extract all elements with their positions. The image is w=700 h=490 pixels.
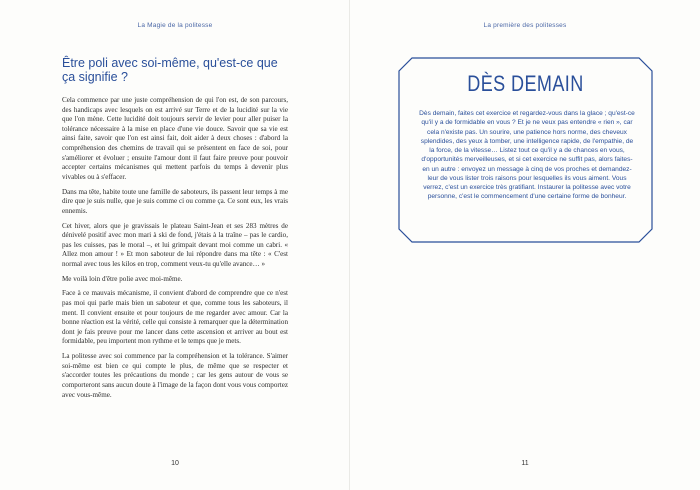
running-head-right: La première des politesses (483, 22, 567, 29)
tip-box-title: DÈS DEMAIN (467, 71, 584, 96)
paragraph: La politesse avec soi commence par la compréhension et la tolérance. S'aimer soi-même est bien ce qui compte le plus, de même que se respecter et s'accorder toutes les précautions du monde ; car les gens autour de vous se comporteront sans aucun doute à l'image de la façon dont vous vous comportez avec vous-même. (62, 352, 288, 399)
paragraph: Cela commence par une juste compréhension de qui l'on est, de son parcours, des handicaps avec lesquels on est arrivé sur Terre et de la lucidité sur la vie que l'on mène. Cette lucidité doit toujours servir de levier pour aller puiser la tolérance nécessaire à la mise en place d'une vie douce. Savoir que sa vie est ainsi faite, savoir que l'on est ainsi fait, doit aider à deux choses : d'abord la compréhension des chemins de travail qui se présentent en face de soi, pour s'améliorer et évoluer ; ensuite l'amour dont il faut faire preuve pour pouvoir accepter certains mécanismes qui mettent parfois du temps à devenir plus vivables ou à s'effacer. (62, 96, 288, 181)
paragraph: Dans ma tête, habite toute une famille de saboteurs, ils passent leur temps à me dire que je suis nulle, que je suis comme ci ou comme ça. Ce sont eux, les vrais ennemis. (62, 187, 288, 215)
running-head-left: La Magie de la politesse (137, 22, 213, 29)
chapter-title: Être poli avec soi-même, qu'est-ce que ça signifie ? (62, 56, 278, 84)
paragraph: Face à ce mauvais mécanisme, il convient d'abord de comprendre que ce n'est pas moi qui parle mais bien un saboteur et que, comme tous les saboteurs, il ment. Il convient ensuite et pour toujours de me regarder avec amour. Car la bonne réaction est la vérité, celle qui consiste à remarquer que la détermination dont je fais preuve pour me lancer dans cette ascension et arriver au bout est formidable, peu importent mon rythme et le temps que je mets. (62, 289, 288, 346)
tip-box (398, 57, 653, 243)
page-number-right: 11 (521, 460, 529, 467)
paragraph: Cet hiver, alors que je gravissais le plateau Saint-Jean et ses 283 mètres de dénivelé positif avec mon mari à ski de fond, j'étais à la traîne – pas le cardio, pas les cuisses, pas le moral –, et lui grimpait devant moi comme un cabri. « Allez mon amour ! » Et mon saboteur de lui répondre dans ma tête : « C'est normal avec tous les kilos en trop, comment veux-tu qu'elle avance… » (62, 221, 288, 268)
paragraph: Me voilà loin d'être polie avec moi-même. (62, 274, 183, 283)
tip-box-text: Dès demain, faites cet exercice et regardez-vous dans la glace ; qu'est-ce qu'il y a de formidable en vous ? Et je ne veux pas entendre « rien », car cela n'existe pas. Un sourire, une patience hors norme, des cheveux splendides, des yeux à tomber, une intelligence rapide, de l'empathie, de la force, de la vitesse… Listez tout ce qu'il y a de chances en vous, d'opportunités merveilleuses, et si cet exercice ne suffit pas, alors faites-en un autre : envoyez un message à cinq de vos proches et demandez-leur de vous lister trois raisons pour lesquelles ils vous aiment. Vous verrez, c'est un exercice très gratifiant. Instaurer la politesse avec votre personne, c'est le commencement d'une certaine forme de bonheur. (419, 110, 635, 201)
page-number-left: 10 (171, 460, 179, 467)
body-text (62, 96, 288, 405)
